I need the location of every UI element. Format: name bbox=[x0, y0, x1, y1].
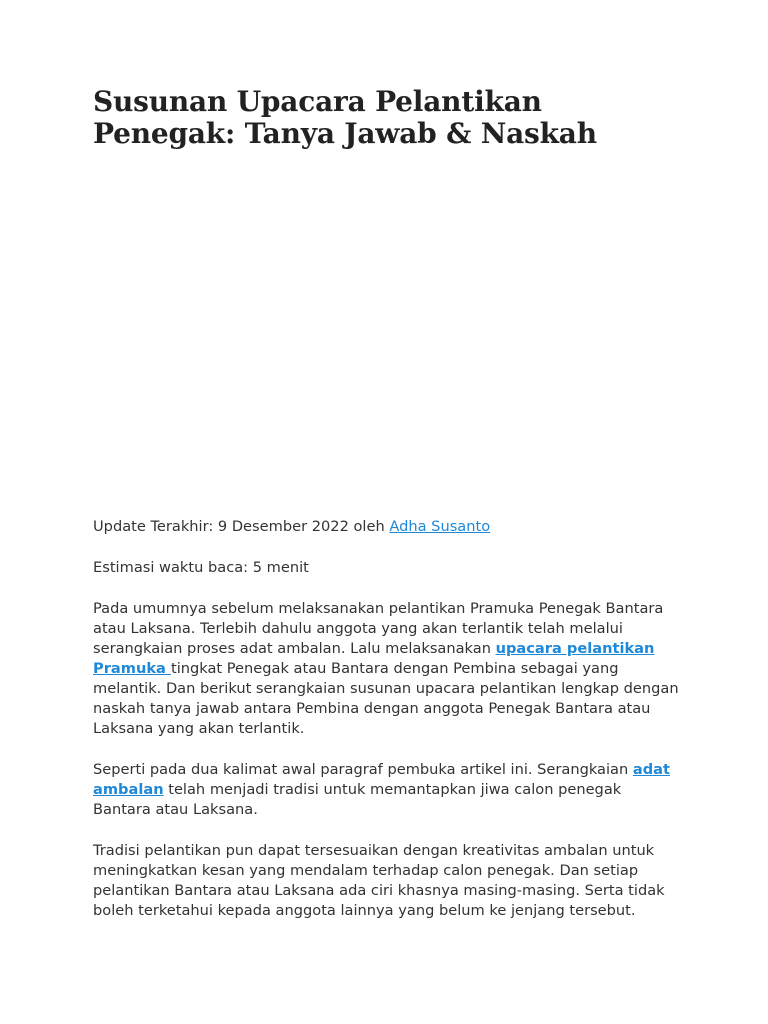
blank-space bbox=[93, 150, 683, 517]
adat-ambalan-link[interactable]: adat ambalan bbox=[93, 761, 671, 798]
paragraph-1-text-before: Pada umumnya sebelum melaksanakan pelantikan Pramuka Penegak Bantara atau Laksana. Terlebih dahulu anggota yang akan terlantik telah melalui serangkaian proses adat ambalan. Lalu melaksanakan bbox=[93, 600, 664, 657]
update-prefix: Update Terakhir: 9 Desember 2022 oleh bbox=[93, 518, 390, 535]
paragraph-2 bbox=[93, 760, 683, 820]
article-title: Susunan Upacara Pelantikan Penegak: Tanya Jawab & Naskah bbox=[93, 85, 597, 150]
paragraph-2-text-before: Seperti pada dua kalimat awal paragraf pembuka artikel ini. Serangkaian bbox=[93, 761, 633, 778]
paragraph-1-text-after: tingkat Penegak atau Bantara dengan Pembina sebagai yang melantik. Dan berikut serangkaian susunan upacara pelantikan lengkap dengan naskah tanya jawab antara Pembina dengan anggota Penegak Bantara atau Laksana yang akan terlantik. bbox=[93, 660, 679, 737]
paragraph-2-text-after: telah menjadi tradisi untuk memantapkan jiwa calon penegak Bantara atau Laksana. bbox=[93, 781, 622, 818]
reading-time: Estimasi waktu baca: 5 menit bbox=[93, 559, 309, 576]
author-link[interactable]: Adha Susanto bbox=[389, 518, 491, 535]
paragraph-3: Tradisi pelantikan pun dapat tersesuaikan dengan kreativitas ambalan untuk meningkatkan kesan yang mendalam terhadap calon penegak. Dan setiap pelantikan Bantara atau Laksana ada ciri khasnya masing-masing. Serta tidak boleh terketahui kepada anggota lainnya yang belum ke jenjang tersebut. bbox=[93, 842, 665, 919]
upacara-pelantikan-link[interactable]: upacara pelantikan Pramuka bbox=[93, 640, 655, 677]
update-info bbox=[93, 517, 683, 537]
paragraph-1 bbox=[93, 599, 683, 739]
article bbox=[93, 86, 683, 942]
